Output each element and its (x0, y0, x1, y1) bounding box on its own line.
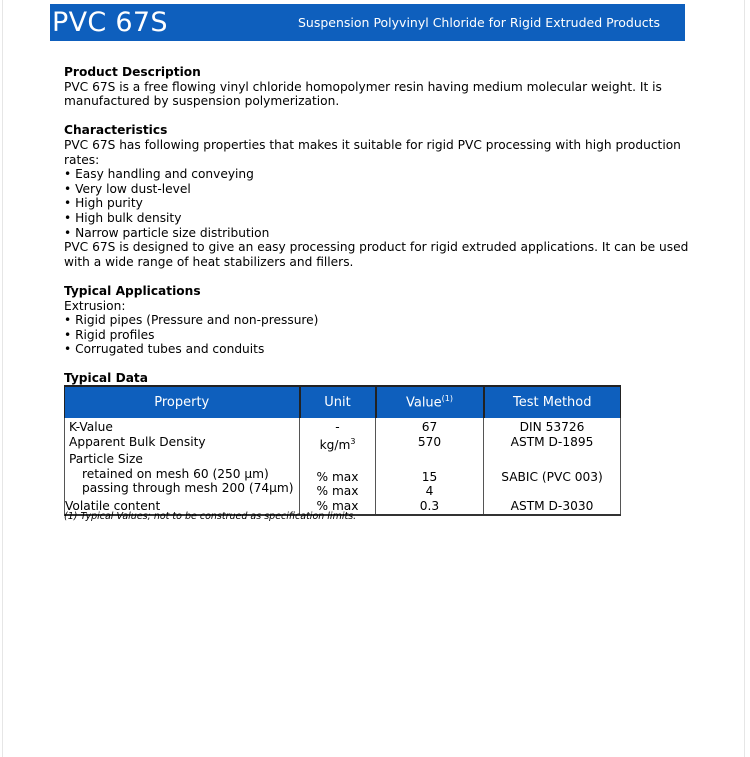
typical-data-heading: Typical Data (64, 371, 148, 386)
characteristics-outro: PVC 67S is designed to give an easy processing product for rigid extruded applications. It can be used with a wide range of heat stabilizers and fillers. (64, 240, 689, 269)
value-cell (376, 452, 484, 499)
table-row (65, 435, 621, 453)
retained-unit: % max (316, 469, 359, 484)
characteristics-list (64, 167, 694, 240)
characteristics-heading: Characteristics (64, 123, 168, 138)
value-cell: 67 (376, 420, 484, 435)
product-subtitle: Suspension Polyvinyl Chloride for Rigid Extruded Products (298, 15, 661, 30)
list-item: • Corrugated tubes and conduits (64, 342, 694, 357)
page-edge-right (744, 0, 745, 757)
unit-cell: % max (300, 499, 376, 515)
test-method-cell: DIN 53726 (484, 420, 621, 435)
typical-data-table (64, 385, 621, 516)
section-gap (64, 357, 694, 372)
test-method-cell (484, 452, 621, 499)
passing-unit: % max (316, 484, 359, 499)
value-cell: 0.3 (376, 499, 484, 515)
column-header-unit: Unit (300, 386, 376, 418)
table-row (65, 420, 621, 435)
test-method-cell: ASTM D-3030 (484, 499, 621, 515)
list-item: • Easy handling and conveying (64, 167, 694, 182)
list-item: • High purity (64, 196, 694, 211)
property-cell (65, 452, 300, 499)
passing-value: 4 (425, 484, 434, 499)
column-header-property: Property (65, 386, 300, 418)
property-cell: Volatile content (65, 499, 300, 515)
test-method-cell: ASTM D-1895 (484, 435, 621, 453)
unit-cell (300, 452, 376, 499)
column-header-test-method: Test Method (484, 386, 621, 418)
list-item: • Rigid pipes (Pressure and non-pressure) (64, 313, 694, 328)
unit-cell: - (300, 420, 376, 435)
unit-superscript: 3 (350, 436, 356, 446)
list-item: • High bulk density (64, 211, 694, 226)
property-cell: K-Value (65, 420, 300, 435)
list-item: • Narrow particle size distribution (64, 226, 694, 241)
retained-method: SABIC (PVC 003) (501, 469, 603, 484)
characteristics-intro: PVC 67S has following properties that makes it suitable for rigid PVC processing with high production rates: (64, 137, 681, 167)
section-gap (64, 269, 694, 284)
property-cell: Apparent Bulk Density (65, 435, 300, 453)
value-cell: 570 (376, 435, 484, 453)
unit-cell (300, 435, 376, 453)
table-row (65, 452, 621, 499)
value-header-label: Value (405, 395, 442, 411)
header-bar (50, 4, 685, 41)
particle-size-label: Particle Size (69, 452, 143, 467)
document-body (64, 65, 694, 386)
passing-label: passing through mesh 200 (74µm) (82, 481, 294, 496)
retained-label: retained on mesh 60 (250 µm) (82, 466, 269, 481)
page-edge-left (2, 0, 3, 757)
table-footnote: (1) Typical Values; not to be construed as specification limits. (64, 511, 357, 522)
product-title: PVC 67S (52, 7, 168, 38)
applications-intro: Extrusion: (64, 298, 126, 313)
table-header-row (65, 386, 621, 418)
list-item: • Rigid profiles (64, 328, 694, 343)
product-description-heading: Product Description (64, 65, 201, 79)
retained-value: 15 (421, 469, 438, 484)
applications-list (64, 313, 694, 357)
column-header-value (376, 386, 484, 418)
unit-text: kg/m (319, 437, 351, 452)
applications-heading: Typical Applications (64, 283, 201, 298)
footnote-marker: (1) (441, 394, 454, 404)
section-gap (64, 109, 694, 124)
product-description-text: PVC 67S is a free flowing vinyl chloride homopolymer resin having medium molecular weight. It is manufactured by suspension polymerization. (64, 79, 662, 109)
list-item: • Very low dust-level (64, 182, 694, 197)
